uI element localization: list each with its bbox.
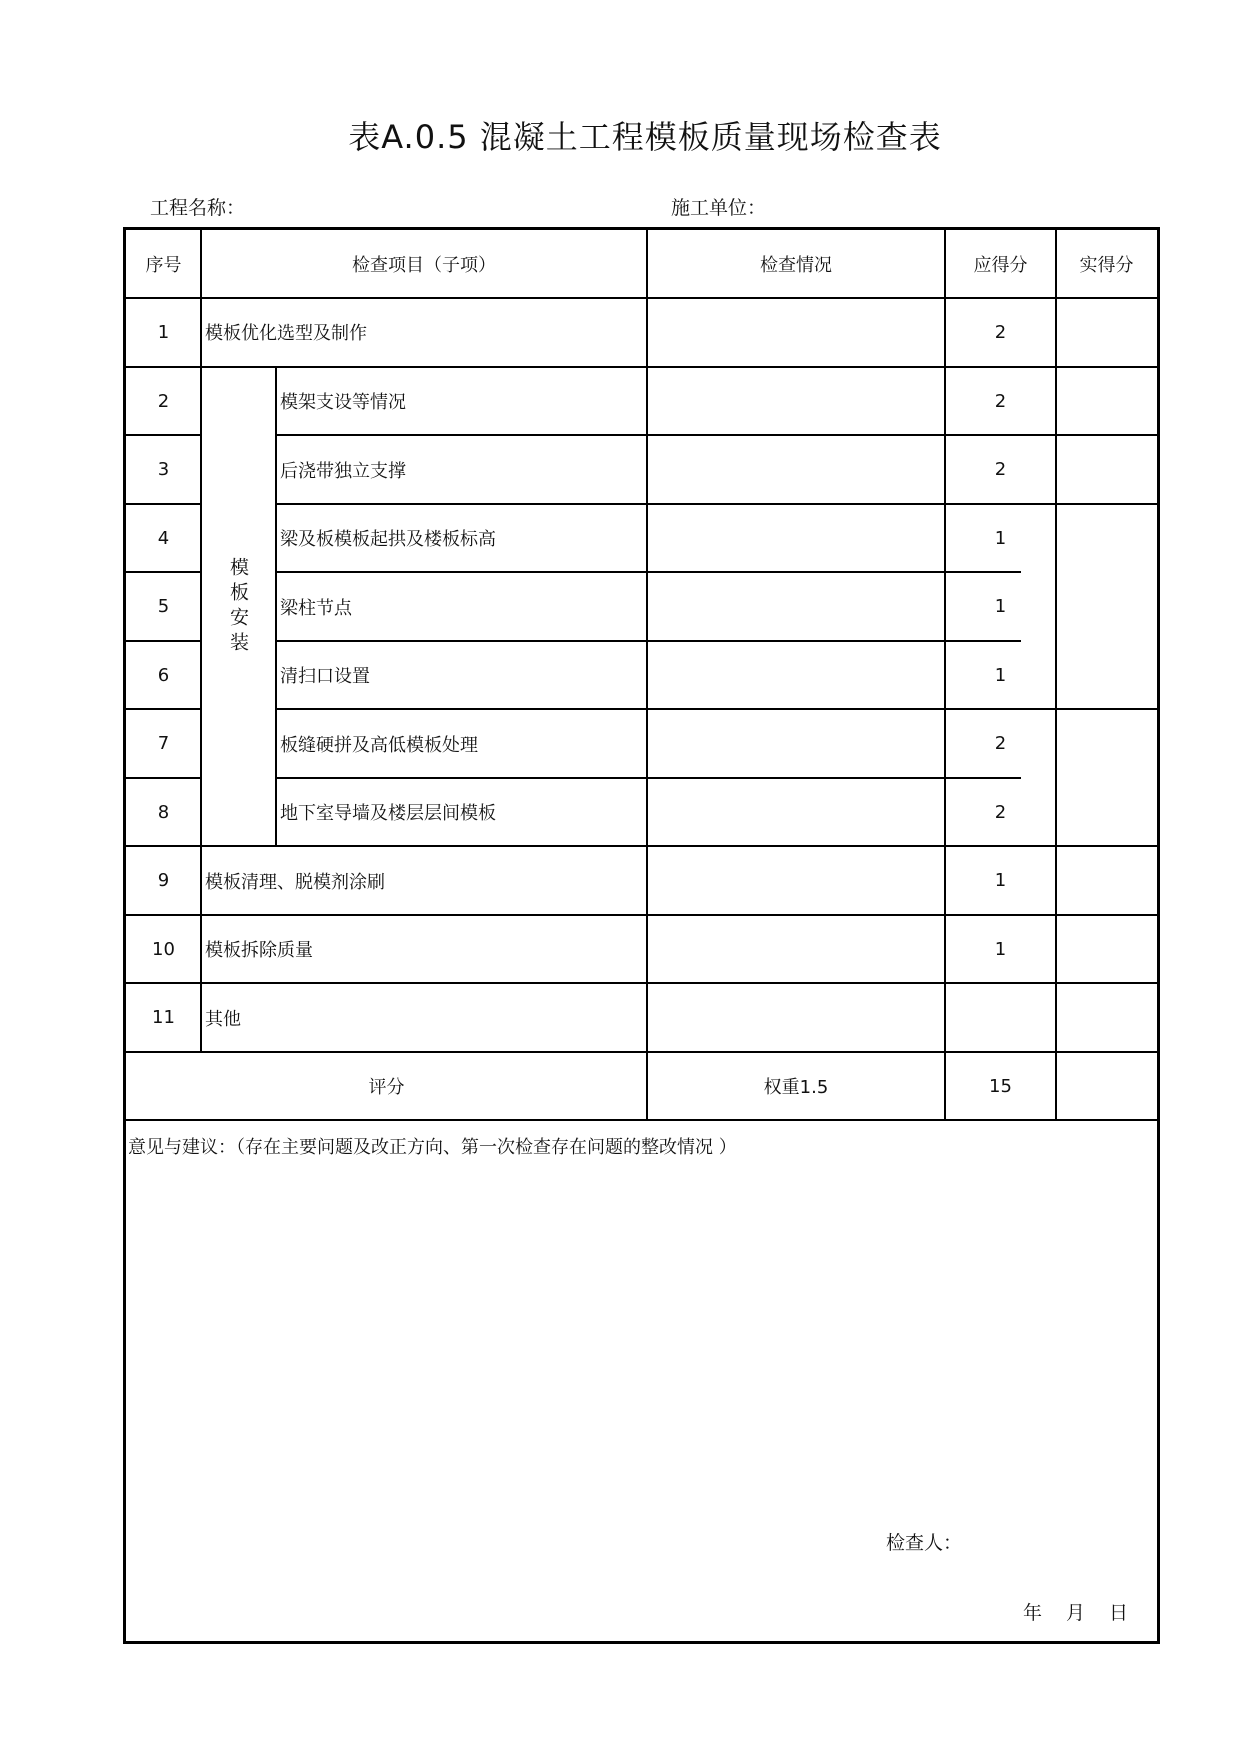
row-no: 11 <box>152 1007 175 1028</box>
row-item: 梁柱节点 <box>280 597 352 619</box>
row-item: 模板拆除质量 <box>205 940 313 961</box>
row-due-score: 1 <box>994 527 1007 549</box>
row-no: 9 <box>157 870 170 891</box>
date-day: 日 <box>1109 1602 1131 1624</box>
date-year: 年 <box>1023 1602 1045 1624</box>
row-item: 模板清理、脱模剂涂刷 <box>205 871 385 893</box>
row-due-score: 1 <box>994 870 1007 891</box>
row-due-score: 1 <box>994 938 1007 960</box>
row-due-score: 2 <box>994 801 1007 823</box>
remarks-label: 意见与建议：（存在主要问题及改正方向、第一次检查存在问题的整改情况 ） <box>128 1137 737 1158</box>
row-item: 后浇带独立支撑 <box>280 460 406 482</box>
row-no: 3 <box>157 459 170 480</box>
row-no: 8 <box>157 801 170 823</box>
header-item: 检查项目（子项） <box>352 255 496 276</box>
score-due-total: 15 <box>989 1075 1012 1097</box>
row-due-score: 2 <box>994 459 1007 480</box>
inspection-table <box>123 227 1160 1644</box>
header-status: 检查情况 <box>760 255 832 276</box>
row-due-score: 2 <box>994 733 1007 754</box>
row-no: 1 <box>157 321 170 343</box>
construction-unit-label: 施工单位： <box>671 197 767 219</box>
project-name-label: 工程名称： <box>150 197 246 219</box>
row-item: 其他 <box>205 1008 241 1030</box>
row-item: 板缝硬拼及高低模板处理 <box>280 734 478 756</box>
date-month: 月 <box>1066 1602 1088 1624</box>
header-no: 序号 <box>145 255 182 276</box>
row-no: 7 <box>157 733 170 754</box>
inspector-label: 检查人： <box>886 1532 963 1554</box>
row-due-score <box>945 983 1056 1052</box>
header-actual-score: 实得分 <box>1079 255 1134 276</box>
score-label: 评分 <box>368 1077 405 1098</box>
row-no: 6 <box>157 664 170 686</box>
row-no: 4 <box>157 527 170 549</box>
row-due-score: 1 <box>994 664 1007 686</box>
group-label <box>201 367 276 846</box>
row-item: 梁及板模板起拱及楼板标高 <box>280 529 496 550</box>
page-title: 表A.0.5 混凝土工程模板质量现场检查表 <box>348 118 942 156</box>
score-weight: 权重1.5 <box>763 1077 829 1098</box>
row-item: 地下室导墙及楼层层间模板 <box>280 803 496 824</box>
row-due-score: 2 <box>994 321 1007 343</box>
row-no: 5 <box>157 596 170 617</box>
header-due-score: 应得分 <box>973 255 1028 276</box>
row-item: 清扫口设置 <box>280 666 370 687</box>
row-due-score: 1 <box>994 596 1007 617</box>
row-item: 模架支设等情况 <box>280 392 406 413</box>
group-label-text: 模板安装 <box>227 556 249 657</box>
row-no: 2 <box>157 390 170 412</box>
row-no: 10 <box>152 938 175 960</box>
date-line <box>1023 1598 1152 1625</box>
row-due-score: 2 <box>994 390 1007 412</box>
row-item: 模板优化选型及制作 <box>205 323 367 344</box>
